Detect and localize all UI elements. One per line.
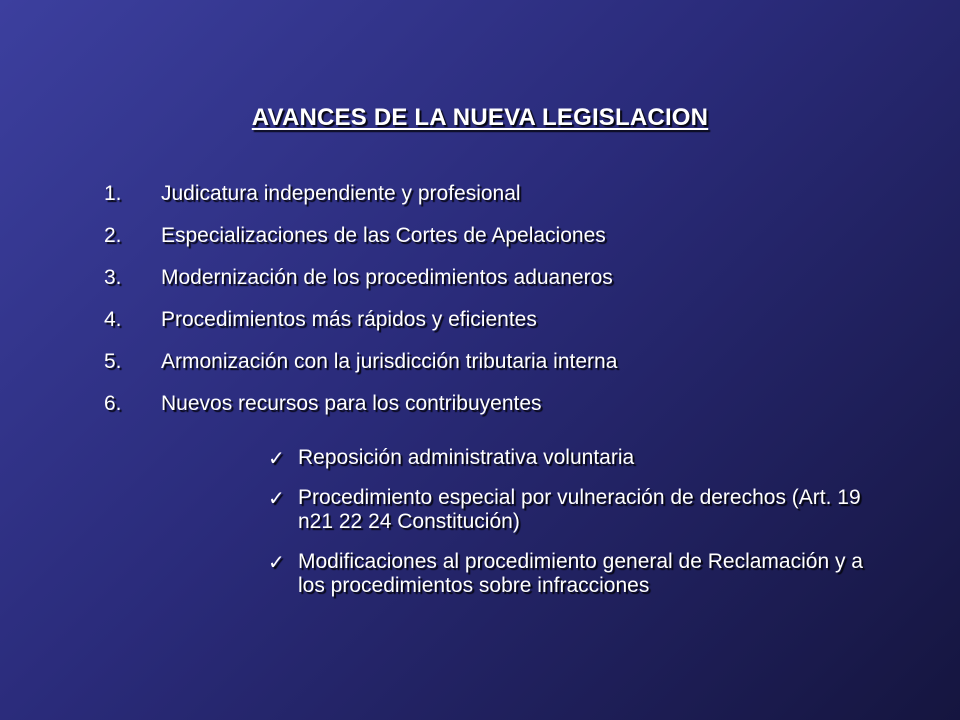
list-item-text: Modernización de los procedimientos aduaneros <box>161 266 613 289</box>
sublist-item <box>268 486 888 534</box>
sublist-item-text: Reposición administrativa voluntaria <box>298 446 635 469</box>
slide-title: AVANCES DE LA NUEVA LEGISLACION <box>251 104 709 131</box>
list-item-text: Nuevos recursos para los contribuyentes <box>161 392 542 415</box>
list-item <box>104 392 617 416</box>
list-item-number: 3. <box>104 266 122 289</box>
list-item <box>104 308 617 332</box>
sublist-item-text: Procedimiento especial por vulneración de derechos (Art. 19 n21 22 24 Constitución) <box>298 486 861 533</box>
list-item-text: Judicatura independiente y profesional <box>161 182 521 205</box>
list-item-text: Procedimientos más rápidos y eficientes <box>161 308 537 331</box>
checkmark-icon: ✓ <box>268 486 285 510</box>
sublist-item-text: Modificaciones al procedimiento general de Reclamación y a los procedimientos sobre infracciones <box>298 550 863 597</box>
list-item-number: 5. <box>104 350 122 373</box>
sublist-item <box>268 446 888 470</box>
list-item <box>104 266 617 290</box>
checkmark-icon: ✓ <box>268 550 285 574</box>
list-item <box>104 224 617 248</box>
checkmark-sublist <box>268 446 888 614</box>
list-item <box>104 350 617 374</box>
list-item-text: Armonización con la jurisdicción tributaria interna <box>161 350 618 373</box>
list-item-number: 2. <box>104 224 122 247</box>
list-item-text: Especializaciones de las Cortes de Apelaciones <box>161 224 606 247</box>
list-item-number: 1. <box>104 182 122 205</box>
sublist-item <box>268 550 888 598</box>
list-item-number: 4. <box>104 308 122 331</box>
list-item-number: 6. <box>104 392 122 415</box>
checkmark-icon: ✓ <box>268 446 285 470</box>
numbered-list <box>104 182 617 434</box>
list-item <box>104 182 617 206</box>
